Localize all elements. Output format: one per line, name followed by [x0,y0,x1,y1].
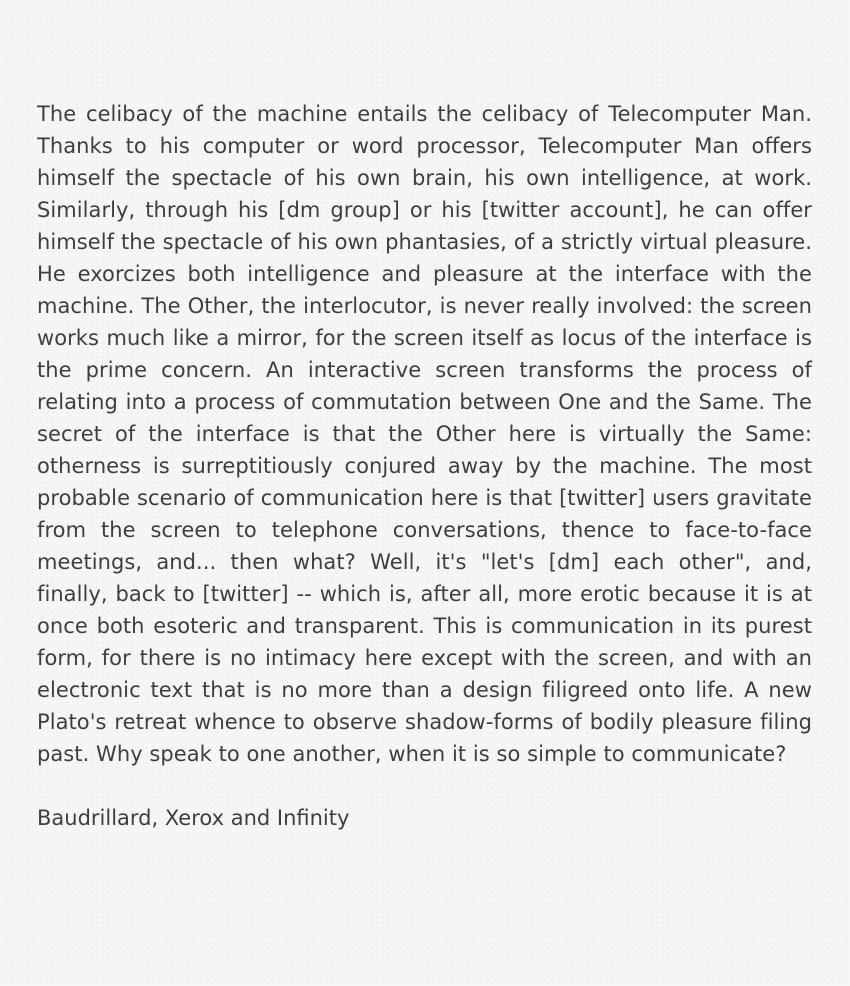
quote-page [37,98,812,834]
quote-attribution: Baudrillard, Xerox and Infinity [37,806,350,830]
quote-body: The celibacy of the machine entails the celibacy of Telecomputer Man. Thanks to his computer or word processor, Telecomputer Man offers himself the spectacle of his own brain, his own intelligence, at work. Similarly, through his [dm group] or his [twitter account], he can offer himself the spectacle of his own phantasies, of a strictly virtual pleasure. He exorcizes both intelligence and pleasure at the interface with the machine. The Other, the interlocutor, is never really involved: the screen works much like a mirror, for the screen itself as locus of the interface is the prime concern. An interactive screen transforms the process of relating into a process of commutation between One and the Same. The secret of the interface is that the Other here is virtually the Same: otherness is surreptitiously conjured away by the machine. The most probable scenario of communication here is that [twitter] users gravitate from the screen to telephone conversations, thence to face-to-face meetings, and... then what? Well, it's "let's [dm] each other", and, finally, back to [twitter] -- which is, after all, more erotic because it is at once both esoteric and transparent. This is communication in its purest form, for there is no intimacy here except with the screen, and with an electronic text that is no more than a design filigreed onto life. A new Plato's retreat whence to observe shadow-forms of bodily pleasure filing past. Why speak to one another, when it is so simple to communicate? [37,102,812,766]
